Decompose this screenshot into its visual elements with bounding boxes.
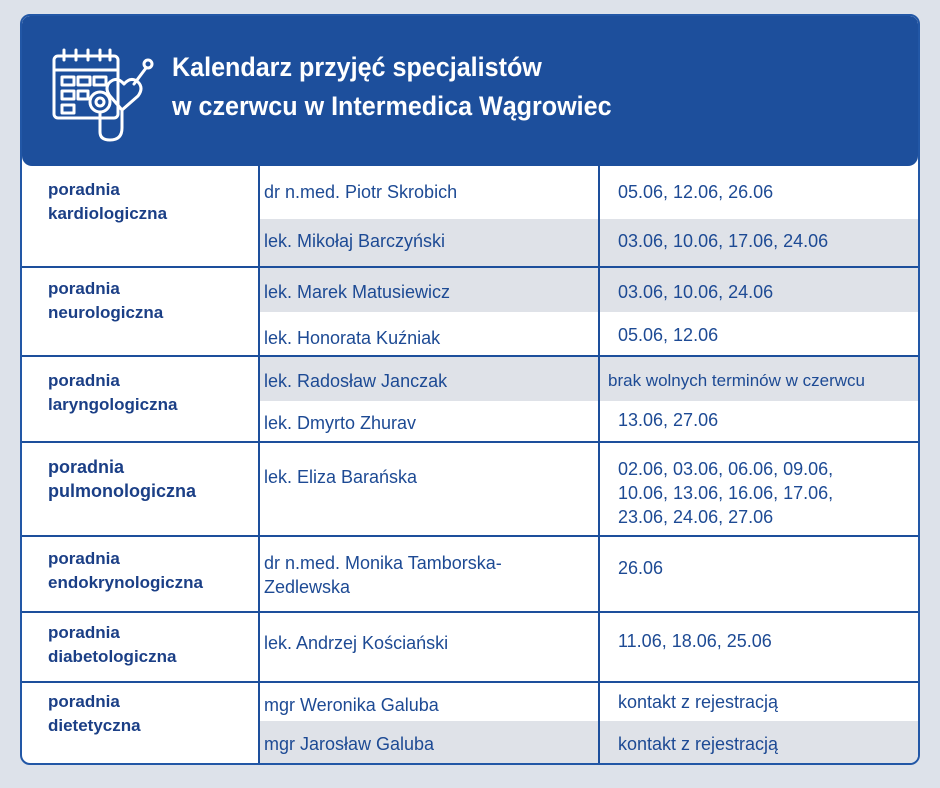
clinic-laryngologiczna [48, 369, 177, 417]
doctor-name [264, 551, 594, 599]
row-divider [22, 611, 918, 613]
dates-line: 02.06, 03.06, 06.06, 09.06, [618, 459, 834, 479]
column-divider [258, 166, 260, 765]
clinic-label: diabetologiczna [48, 647, 177, 666]
clinic-label: pulmonologiczna [48, 481, 196, 501]
clinic-kardiologiczna [48, 178, 167, 226]
doctor-name: lek. Mikołaj Barczyński [264, 231, 446, 251]
doctor-name: lek. Marek Matusiewicz [264, 282, 451, 302]
clinic-label: poradnia [48, 457, 125, 477]
schedule-table [22, 166, 918, 765]
clinic-label: endokrynologiczna [48, 573, 203, 592]
clinic-dietetyczna [48, 690, 141, 738]
clinic-label: kardiologiczna [48, 204, 168, 223]
clinic-label: poradnia [48, 692, 120, 711]
row-divider [22, 355, 918, 357]
clinic-label: laryngologiczna [48, 395, 178, 414]
doctor-name: lek. Radosław Janczak [264, 371, 448, 391]
page-title [172, 48, 612, 126]
clinic-label: poradnia [48, 279, 120, 298]
clinic-endokrynologiczna [48, 547, 203, 595]
doctor-name: lek. Andrzej Kościański [264, 633, 449, 653]
dates-line: 23.06, 24.06, 27.06 [618, 507, 774, 527]
clinic-label: neurologiczna [48, 303, 164, 322]
clinic-label: poradnia [48, 371, 120, 390]
doctor-name: lek. Dmyrto Zhurav [264, 413, 417, 433]
appointment-dates: 26.06 [618, 558, 664, 578]
doctor-name-line: dr n.med. Monika Tamborska- [264, 553, 502, 573]
appointment-dates: 05.06, 12.06 [618, 325, 719, 345]
doctor-name: dr n.med. Piotr Skrobich [264, 182, 458, 202]
title-line-2: w czerwcu w Intermedica Wągrowiec [172, 91, 612, 121]
appointment-dates: 03.06, 10.06, 17.06, 24.06 [618, 231, 829, 251]
row-divider [22, 535, 918, 537]
doctor-name: mgr Jarosław Galuba [264, 734, 435, 754]
row-divider [22, 441, 918, 443]
clinic-label: poradnia [48, 180, 120, 199]
appointment-dates: brak wolnych terminów w czerwcu [608, 371, 865, 390]
clinic-label: poradnia [48, 623, 120, 642]
doctor-name: lek. Eliza Barańska [264, 467, 418, 487]
appointment-dates: 11.06, 18.06, 25.06 [618, 631, 772, 651]
dates-line: 10.06, 13.06, 16.06, 17.06, [618, 483, 834, 503]
appointment-dates: 03.06, 10.06, 24.06 [618, 282, 774, 302]
clinic-label: poradnia [48, 549, 120, 568]
doctor-name: mgr Weronika Galuba [264, 695, 439, 715]
appointment-dates: kontakt z rejestracją [618, 734, 779, 754]
appointment-dates: 05.06, 12.06, 26.06 [618, 182, 774, 202]
clinic-label: dietetyczna [48, 716, 141, 735]
appointment-dates [618, 457, 918, 529]
appointment-dates: 13.06, 27.06 [618, 410, 719, 430]
column-divider [598, 166, 600, 765]
doctor-name-line: Zedlewska [264, 577, 351, 597]
schedule-card [20, 14, 920, 765]
clinic-neurologiczna [48, 277, 163, 325]
clinic-diabetologiczna [48, 621, 176, 669]
doctor-name: lek. Honorata Kuźniak [264, 328, 441, 348]
title-line-1: Kalendarz przyjęć specjalistów [172, 52, 542, 82]
header-banner [22, 16, 918, 166]
calendar-stethoscope-heart-icon [50, 44, 160, 144]
appointment-dates: kontakt z rejestracją [618, 692, 779, 712]
row-divider [22, 681, 918, 683]
row-divider [22, 266, 918, 268]
clinic-pulmonologiczna [48, 455, 196, 503]
